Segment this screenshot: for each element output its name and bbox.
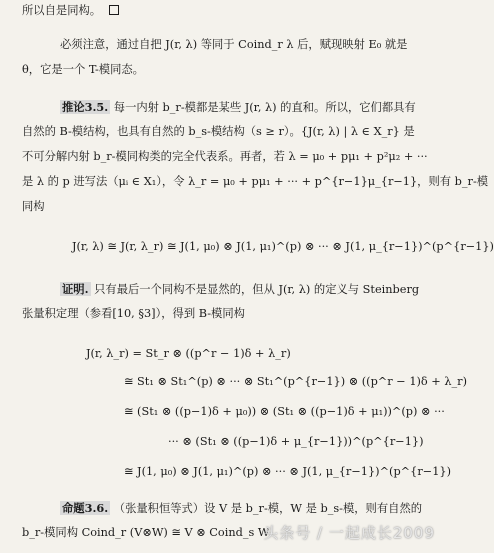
section-heading: 推论3.5. [62, 100, 109, 114]
display-equation-1: J(r, λ) ≅ J(r, λ_r) ≅ J(1, μ₀) ⊗ J(1, μ₁)^(p) ⊗ ··· ⊗ J(1, μ_{r−1})^(p^{r−1}) [72, 240, 494, 253]
proof-line: 证明. 只有最后一个同构不是显然的，但从 J(r, λ) 的定义与 Steinberg [62, 282, 420, 296]
text-line-18: b_r-模同构 Coind_r (V⊗W) ≅ V ⊗ Coind_s W [22, 526, 270, 539]
text-line-5: 自然的 B-模结构，也具有自然的 b_s-模结构（s ≥ r）。{J(r, λ) | λ ∈ X_r} 是 [22, 125, 415, 138]
text-line-7: 是 λ 的 p 进写法（μᵢ ∈ X₁），令 λ_r = μ₀ + pμ₁ + ··· + p^{r−1}μ_{r−1}，则有 b_r-模 [22, 175, 489, 188]
watermark: 头条号 / 一起成长2009 [263, 524, 435, 542]
text-line-3: θ，它是一个 T-模同态。 [22, 63, 144, 76]
section-heading: 证明. [62, 282, 89, 296]
section-heading: 命题3.6. [62, 501, 109, 515]
display-equation-5: ··· ⊗ (St₁ ⊗ ((p−1)δ + μ_{r−1}))^(p^{r−1}) [168, 435, 424, 448]
text-line-6: 不可分解内射 b_r-模同构类的完全代表系。再者，若 λ = μ₀ + pμ₁ + p²μ₂ + ··· [22, 150, 428, 163]
qed-square-icon [109, 5, 119, 15]
display-equation-4: ≅ (St₁ ⊗ ((p−1)δ + μ₀)) ⊗ (St₁ ⊗ ((p−1)δ + μ₁))^(p) ⊗ ··· [124, 405, 445, 418]
display-equation-2: J(r, λ_r) = St_r ⊗ ((p^r − 1)δ + λ_r) [86, 347, 291, 360]
text-line-8: 同构 [22, 200, 45, 213]
text-line-11: 张量积定理（参看[10, §3]），得到 B-模同构 [22, 307, 245, 320]
display-equation-3: ≅ St₁ ⊗ St₁^(p) ⊗ ··· ⊗ St₁^(p^{r−1}) ⊗ ((p^r − 1)δ + λ_r) [124, 375, 467, 388]
display-equation-6: ≅ J(1, μ₀) ⊗ J(1, μ₁)^(p) ⊗ ··· ⊗ J(1, μ_{r−1})^(p^{r−1}) [124, 465, 451, 478]
text-line-2: 必须注意，通过自把 J(r, λ) 等同于 Coind_r λ 后，赋现映射 E₀ 就是 [60, 38, 408, 51]
text-line-1-text: 所以自是同构。 [22, 4, 102, 17]
corollary-3-5-line: 推论3.5. 每一内射 b_r-模都是某些 J(r, λ) 的直和。所以，它们都具有 [62, 100, 416, 114]
text-line-1 [22, 4, 433, 18]
proposition-3-6-line: 命题3.6. （张量积恒等式）设 V 是 b_r-模，W 是 b_s-模，则有自然的 [62, 501, 423, 515]
